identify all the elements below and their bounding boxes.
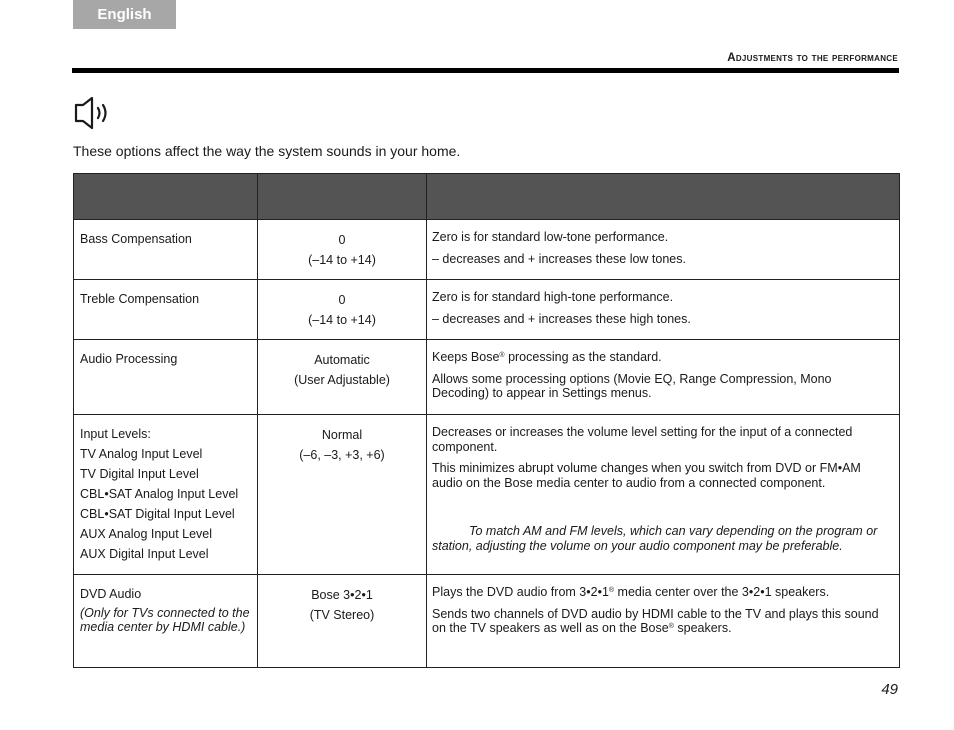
header-cell: [74, 174, 258, 220]
registered-mark: ®: [608, 587, 615, 594]
intro-text: These options affect the way the system sounds in your home.: [73, 143, 461, 159]
description-note: To match AM and FM levels, which can vary depending on the program or station, adjusting the volume on your audio component may be preferable.: [432, 524, 878, 553]
setting-note: (Only for TVs connected to the media center by HDMI cable.): [80, 606, 250, 634]
setting-value-cell: [258, 415, 427, 575]
description-text: speakers.: [673, 621, 732, 635]
table-header-row: [74, 174, 900, 220]
description-line: [432, 350, 889, 365]
description-line: [432, 585, 889, 600]
setting-name: Input Levels:: [80, 427, 151, 441]
setting-name: CBL•SAT Analog Input Level: [80, 487, 239, 501]
table-row: [74, 220, 900, 280]
description-line: Zero is for standard high-tone performance.: [432, 290, 674, 304]
description-line: This minimizes abrupt volume changes when you switch from DVD or FM•AM audio on the Bose media center to audio from a connected component.: [432, 461, 861, 490]
description-text: Plays the DVD audio from 3•2•1: [432, 585, 609, 599]
setting-description-cell: [427, 220, 900, 280]
setting-value-cell: [258, 575, 427, 668]
description-line: Allows some processing options (Movie EQ, Range Compression, Mono Decoding) to appear in Settings menus.: [432, 371, 832, 400]
table-row: [74, 280, 900, 340]
setting-default: Normal: [321, 428, 363, 442]
description-line: [432, 607, 889, 636]
setting-default: Automatic: [314, 353, 370, 367]
setting-description-cell: [427, 415, 900, 575]
setting-name: Bass Compensation: [80, 232, 192, 246]
description-line: – decreases and + increases these low tones.: [432, 251, 686, 266]
setting-name-cell: [74, 280, 258, 340]
setting-name: TV Digital Input Level: [80, 467, 199, 481]
setting-name: AUX Digital Input Level: [80, 547, 209, 561]
setting-description-cell: [427, 340, 900, 415]
setting-description-cell: [427, 280, 900, 340]
setting-name: Treble Compensation: [80, 292, 200, 306]
setting-default: 0: [338, 233, 346, 247]
setting-range: (User Adjustable): [294, 373, 390, 387]
description-text: Keeps Bose: [432, 350, 500, 364]
setting-default: 0: [338, 293, 346, 307]
setting-name: AUX Analog Input Level: [80, 527, 213, 541]
registered-mark: ®: [668, 623, 674, 630]
setting-default: Bose 3•2•1: [311, 588, 373, 602]
table-row: [74, 415, 900, 575]
table-row: [74, 575, 900, 668]
setting-name-cell: [74, 220, 258, 280]
header-rule: [72, 68, 899, 73]
setting-range: (–6, –3, +3, +6): [299, 448, 385, 462]
settings-table: [73, 173, 900, 668]
language-tab[interactable]: English: [73, 0, 176, 29]
setting-name-cell: [74, 415, 258, 575]
setting-value-cell: [258, 340, 427, 415]
description-line: Zero is for standard low-tone performance.: [432, 230, 669, 244]
description-line: Decreases or increases the volume level setting for the input of a connected component.: [432, 425, 853, 454]
speaker-icon: [73, 96, 111, 130]
description-text: Sends two channels of DVD audio by HDMI cable to the TV and plays this sound on the TV speakers as well as on the Bose: [432, 606, 879, 635]
header-cell: [258, 174, 427, 220]
setting-name: DVD Audio: [80, 587, 142, 601]
description-line: – decreases and + increases these high tones.: [432, 311, 691, 326]
setting-name: CBL•SAT Digital Input Level: [80, 507, 235, 521]
setting-description-cell: [427, 575, 900, 668]
setting-range: (TV Stereo): [309, 608, 375, 622]
setting-name-cell: [74, 575, 258, 668]
registered-mark: ®: [499, 352, 505, 359]
header-cell: [427, 174, 900, 220]
setting-range: (–14 to +14): [308, 313, 376, 327]
setting-name-cell: [74, 340, 258, 415]
table-row: [74, 340, 900, 415]
page-number: 49: [881, 681, 898, 698]
description-text: media center over the 3•2•1 speakers.: [614, 585, 830, 599]
setting-name: TV Analog Input Level: [80, 447, 203, 461]
setting-value-cell: [258, 220, 427, 280]
setting-range: (–14 to +14): [308, 253, 376, 267]
setting-value-cell: [258, 280, 427, 340]
setting-name: Audio Processing: [80, 352, 178, 366]
description-text: processing as the standard.: [504, 350, 662, 364]
section-title: Adjustments to the performance: [727, 52, 898, 64]
